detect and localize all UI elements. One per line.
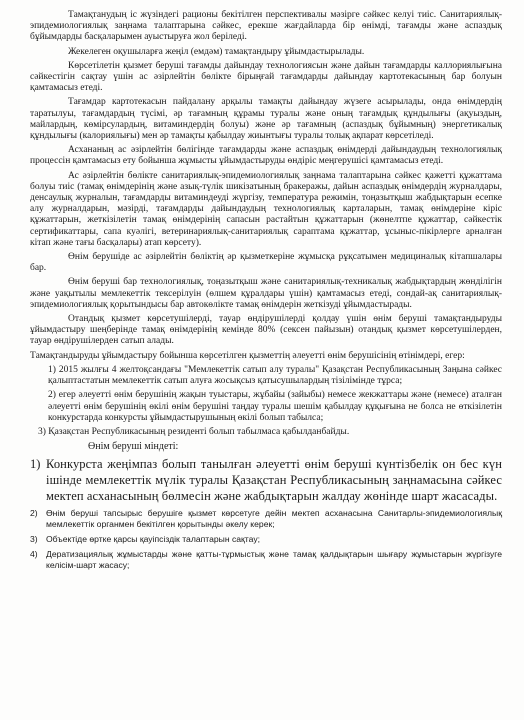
paragraph-medical-books: Өнім берушіде ас әзірлейтін бөліктің әр қызметкеріне жұмысқа рұқсатымен медициналық кітапшалары бар. xyxy=(30,252,502,274)
duty-text: Конкурста жеңімпаз болып танылған әлеуетті өнім беруші күнтізбелік он бес күн ішінде мемлекеттік мүлік туралы Қазақстан Республикасының заңнамасына сәйкес мектеп асханасының бөлмесін және жабдықтарын жалдау жөнінде шарт жасасады. xyxy=(46,457,502,504)
duty-number: 4) xyxy=(30,549,38,560)
condition-item-3: 3) Қазақстан Республикасының резиденті болып табылмаса қабылданбайды. xyxy=(38,426,350,437)
paragraph-equipment: Өнім беруші бар технологиялық, тоңазытқыш және санитариялық-техникалық жабдықтардың жөнділігін және уақытылы мемлекеттік тексерілуін (өлшем құралдары үшін) қамтамасыз етеді, сондай-ақ санитариялық-эпидемиологиялық қорытындысы бар автокөлікте тамақ өнімдерін жеткізуді ұйымдастырады. xyxy=(30,277,502,310)
paragraph-applications-intro: Тамақтандыруды ұйымдастыру бойынша көрсетілген қызметтің әлеуетті өнім берушісінің өтінімдері, егер: xyxy=(30,350,465,361)
duty-text: Дератизациялық жұмыстарды және қатты-тұрмыстық және тамақ қалдықтарын шығару жұмыстарын жүргізуге келісім-шарт жасасу; xyxy=(46,549,502,571)
paragraph-domestic-suppliers: Отандық қызмет көрсетушілерді, тауар өндірушілерді қолдау үшін өнім беруші тамақтандыруды ұйымдастыру шеңберінде тамақ өнімдерінің кемінде 80% (сексен пайызын) отандық қызмет көрсетушілерден, тауар өндірушілерден сатып алады. xyxy=(30,314,502,347)
duties-title: Өнім беруші міндеті: xyxy=(88,441,179,453)
duty-item-1 xyxy=(30,456,502,504)
duty-number: 1) xyxy=(30,457,41,472)
duty-item-2 xyxy=(30,508,502,530)
paragraph-production-manager: Асхананың ас әзірлейтін бөлігінде тағамдарды және аспаздық өнімдерді дайындаудың технологиялық процессін қамтамасыз ету бойынша жұмысты ұйымдастыруды өндіріс меңгерушісі қамтамасыз етеді. xyxy=(30,145,502,167)
duty-item-3 xyxy=(30,534,502,545)
condition-item-2: 2) егер әлеуетті өнім берушінің жақын туыстары, жұбайы (зайыбы) немесе жекжаттары және (немесе) аталған әлеуетті өнім берушінің өкілі өнім берушіні таңдау туралы шешім қабылдау құқығына не болса не өткізілетін конкурстарда конкурсты ұйымдастырушының өкілі болып табылса; xyxy=(48,390,502,423)
paragraph-documentation: Ас әзірлейтін бөлікте санитариялық-эпидемиологиялық заңнама талаптарына сәйкес қажетті құжаттама болуы тиіс (тамақ өнімдерінің және азық-түлік шикізатының бракеражы, дайын аспаздық өнімдердің журналдары, денсаулық журналын, тағамдарды витаминдеуді жүргізу, температура режимін, тоңазытқыш жабдықтарын есепке алу журналдарын, мәзірді, тағамдарды дайындаудың технологиялық карталарын, тамақ өнімдеріне кіріс құжаттарын, жеткізілетін тамақ өнімдерінің сапасын растайтын құжаттарын (жөнелтпе құжаттар, сәйкестік сертификаттары, сапа куәлігі, ветеринариялық-санитариялық сараптама құжаттар, ұсыныс-пікірлерге арналған кітап және тағы басқалары) атап көрсету). xyxy=(30,170,502,248)
duty-item-4 xyxy=(30,549,502,571)
duty-number: 3) xyxy=(30,534,38,545)
paragraph-diet: Жекелеген оқушыларға жеңіл (емдәм) тамақтандыру ұйымдастырылады. xyxy=(68,46,365,57)
duty-text: Өнім беруші тапсырыс берушіге қызмет көрсетуге дейін мектеп асханасына Санитарлы-эпидемиологиялық мемлекеттік органмен бекітілген қорытынды әкелу керек; xyxy=(46,508,502,530)
paragraph-card-usage: Тағамдар картотекасын пайдалану арқылы тамақты дайындау жүзеге асырылады, онда өнімдердің таратылуы, тағамдардың түсімі, әр тағамның құрамы туралы және оның тағамдық құндылығы (ақуыздың, майлардың, көмірсулардың, витаминдердің болуы) және әр тағамның (аспаздық бұйымның) энергетикалық құндылығы (калориялығы) мен әр тамақты қабылдау жиынтығы туралы толық ақпарат көрсетіледі. xyxy=(30,97,502,142)
duty-text: Объектіде өртке қарсы қауіпсіздік талаптарын сақтау; xyxy=(46,534,261,545)
paragraph-card-file: Көрсетілетін қызмет берушi тағамды дайындау технологиясын және дайын тағамдарды каллориялығына сәйкестігін сақтау үшін ас әзірлейтін бөлікте бірыңғай тағамдарды дайындау картотекасының бар болуын қамтамасыз етеді. xyxy=(30,60,502,94)
condition-item-1: 1) 2015 жылғы 4 желтоқсандағы "Мемлекеттік сатып алу туралы" Қазақстан Республикасының Заңына сәйкес қалыптастатын мемлекеттік сатып алуға жосықсыз қатысушылардың тізілімінде тұрса; xyxy=(48,364,502,387)
paragraph-ration: Тамақтанудың іс жүзіндегі рационы бекітілген перспективалы мәзірге сәйкес келуі тиіс. Санитариялық-эпидемиологиялық заңнама талаптарына сәйкес, ерекше жағдайларда бір өнімді, тағамды және аспаздық бұйымдарды басқаларымен ауыстыруға жол беріледі. xyxy=(30,10,502,43)
duty-number: 2) xyxy=(30,508,38,519)
